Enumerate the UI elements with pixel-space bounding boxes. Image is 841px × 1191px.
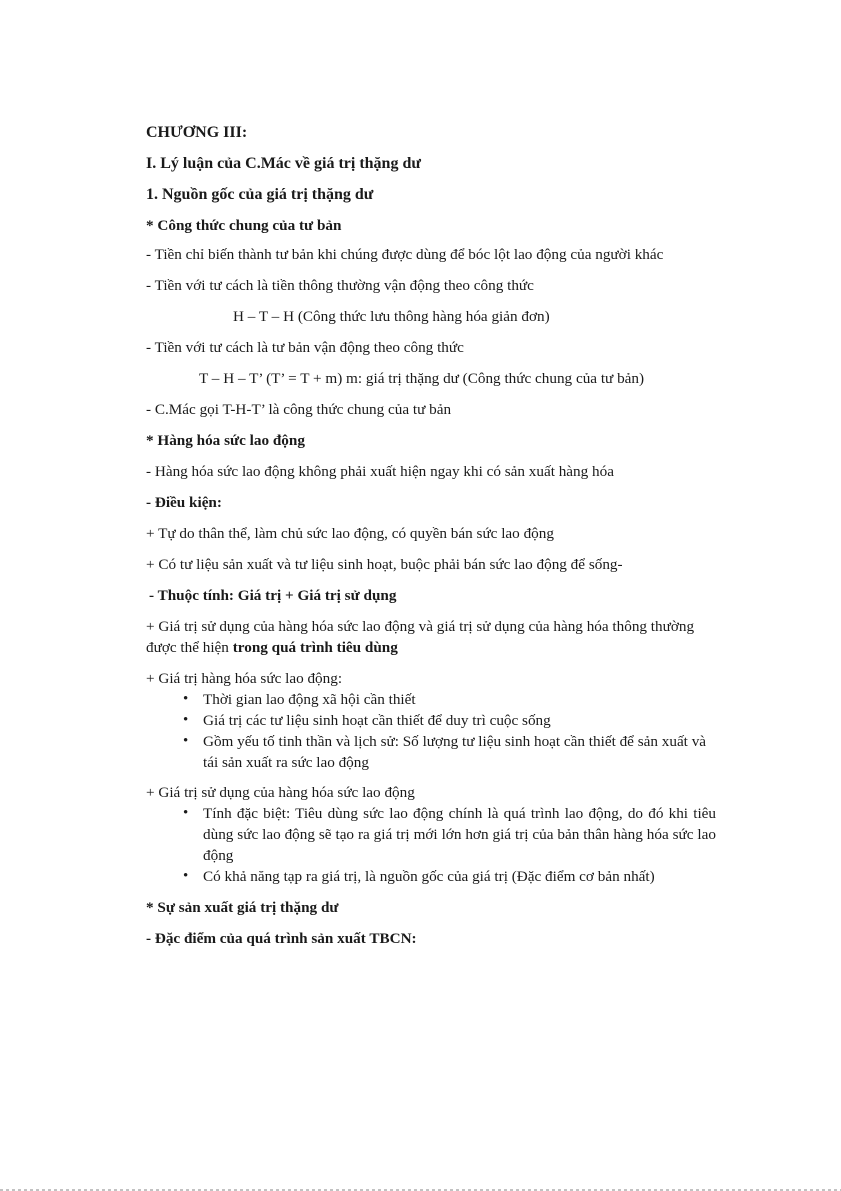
paragraph-tien-bien-thanh-tu-ban: - Tiền chỉ biến thành tư bản khi chúng được dùng để bóc lột lao động của người khác <box>146 246 664 263</box>
paragraph-tien-thong-thuong: - Tiền với tư cách là tiền thông thường vận động theo công thức <box>146 277 534 294</box>
heading-thuoc-tinh: - Thuộc tính: Giá trị + Giá trị sử dụng <box>149 587 397 604</box>
section-heading: I. Lý luận của C.Mác về giá trị thặng dư <box>146 155 421 172</box>
gia-tri-su-dung-bullet-list <box>146 803 716 887</box>
dieu-kien-item-2: + Có tư liệu sản xuất và tư liệu sinh hoạt, buộc phải bán sức lao động để sống- <box>146 556 623 573</box>
heading-su-san-xuat: * Sự sản xuất giá trị thặng dư <box>146 899 339 916</box>
paragraph-gia-tri-su-dung-text: + Giá trị sử dụng của hàng hóa sức lao động và giá trị sử dụng của hàng hóa thông thường được thể hiện <box>146 618 695 656</box>
dieu-kien-item-1: + Tự do thân thể, làm chủ sức lao động, có quyền bán sức lao động <box>146 525 554 542</box>
list-item: • Gồm yếu tố tinh thần và lịch sử: Số lượng tư liệu sinh hoạt cần thiết để sản xuất và tái sản xuất ra sức lao động <box>146 731 716 773</box>
heading-hang-hoa-suc-lao-dong: * Hàng hóa sức lao động <box>146 432 305 449</box>
list-item: • Giá trị các tư liệu sinh hoạt cần thiết để duy trì cuộc sống <box>146 710 716 731</box>
formula-cong-thuc-chung: T – H – T’ (T’ = T + m) m: giá trị thặng dư (Công thức chung của tư bản) <box>199 370 645 387</box>
paragraph-tien-tu-ban: - Tiền với tư cách là tư bản vận động theo công thức <box>146 339 464 356</box>
list-item: • Có khả năng tạp ra giá trị, là nguồn gốc của giá trị (Đặc điểm cơ bản nhất) <box>146 866 716 887</box>
heading-gia-tri-hang-hoa: + Giá trị hàng hóa sức lao động: <box>146 670 343 687</box>
list-item: • Tính đặc biệt: Tiêu dùng sức lao động chính là quá trình lao động, do đó khi tiêu dùng sức lao động sẽ tạo ra giá trị mới lớn hơn giá trị của bản thân hàng hóa sức lao động <box>146 803 716 866</box>
heading-gia-tri-su-dung: + Giá trị sử dụng của hàng hóa sức lao động <box>146 784 415 801</box>
paragraph-gia-tri-su-dung-bold: trong quá trình tiêu dùng <box>232 639 398 656</box>
gia-tri-bullet-list <box>146 689 716 773</box>
chapter-title: CHƯƠNG III: <box>146 124 248 141</box>
paragraph-khong-phai-xuat-hien: - Hàng hóa sức lao động không phải xuất hiện ngay khi có sản xuất hàng hóa <box>146 463 614 480</box>
subsection-heading: 1. Nguồn gốc của giá trị thặng dư <box>146 186 374 203</box>
list-item: • Thời gian lao động xã hội cần thiết <box>146 689 716 710</box>
paragraph-gia-tri-su-dung <box>146 616 716 658</box>
heading-dac-diem: - Đặc điểm của quá trình sản xuất TBCN: <box>146 930 417 947</box>
paragraph-cmac-goi: - C.Mác gọi T-H-T’ là công thức chung của tư bản <box>146 401 452 418</box>
formula-luu-thong-hang-hoa: H – T – H (Công thức lưu thông hàng hóa giản đơn) <box>233 308 550 325</box>
document-body <box>146 122 716 949</box>
heading-dieu-kien: - Điều kiện: <box>146 494 222 511</box>
heading-cong-thuc-chung: * Công thức chung của tư bản <box>146 217 342 234</box>
